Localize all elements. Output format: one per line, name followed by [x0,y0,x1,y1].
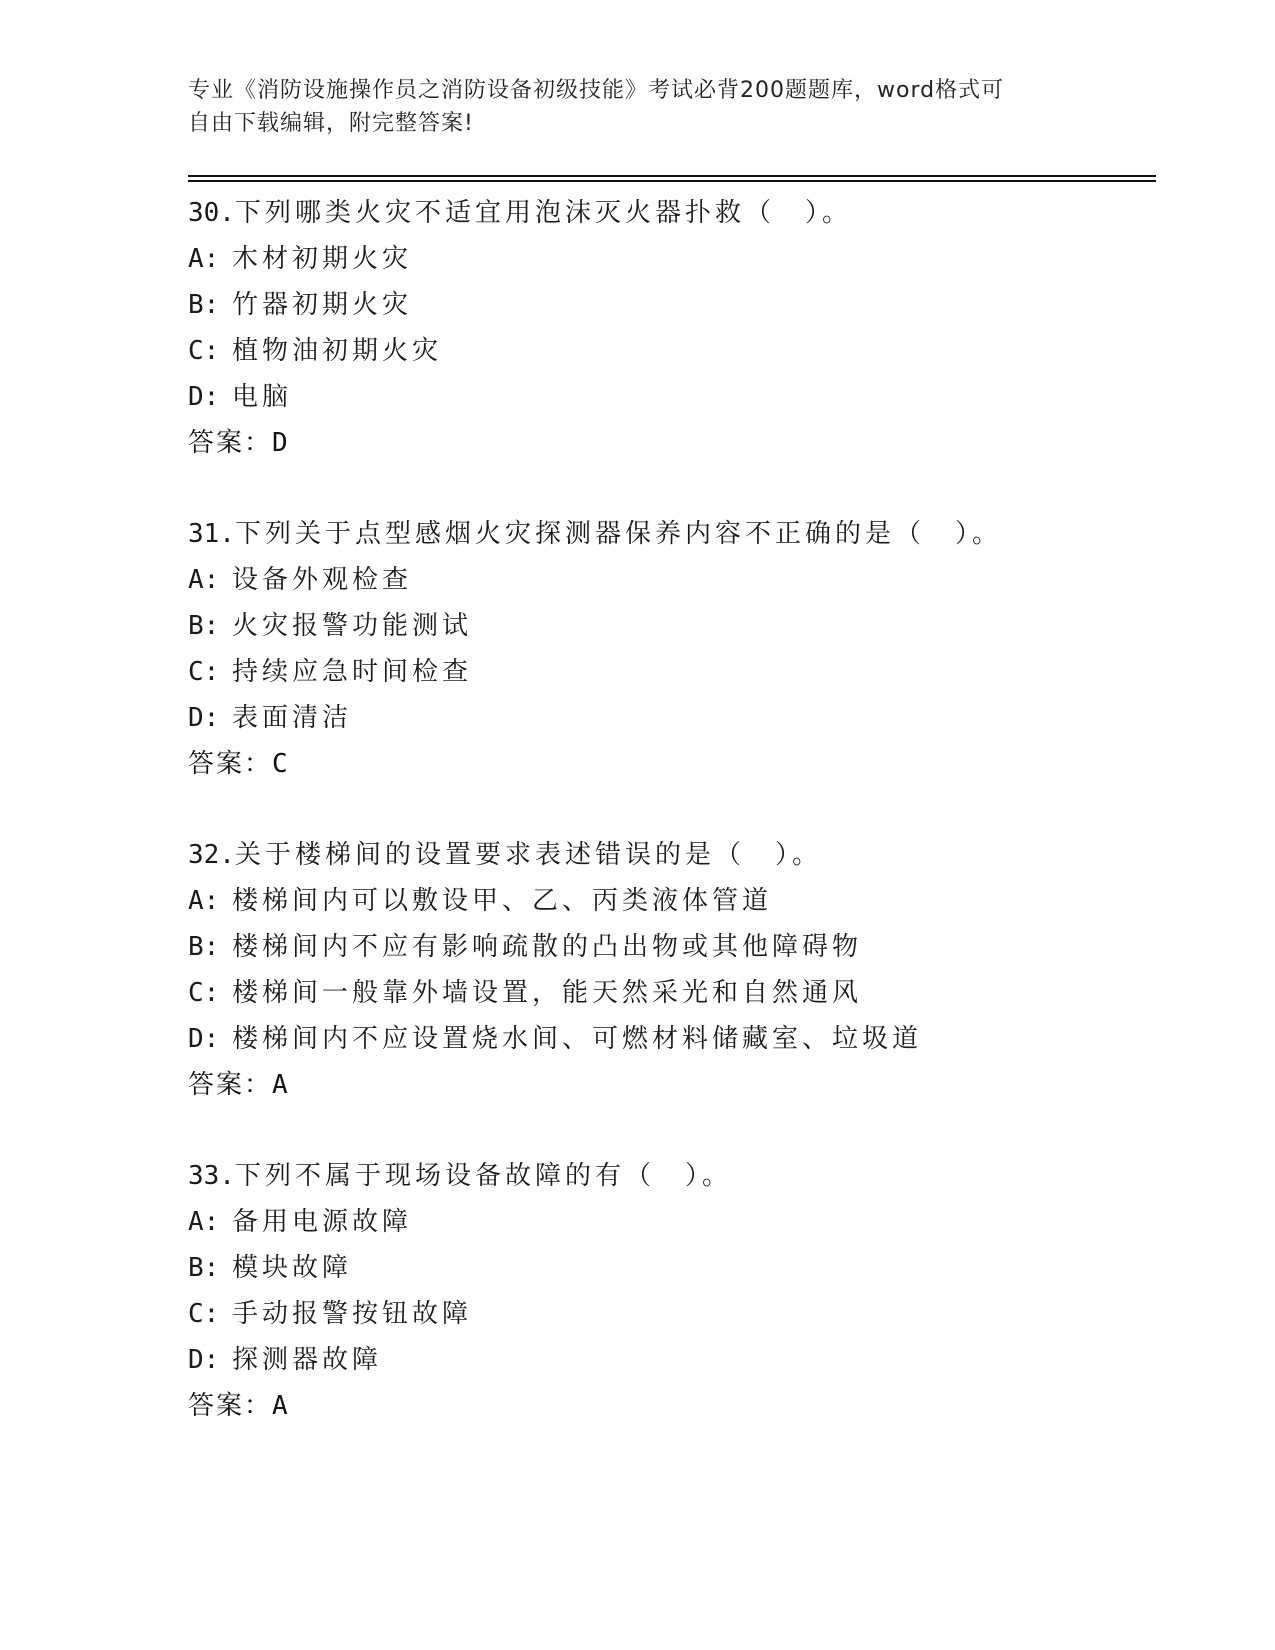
option-b [188,282,1148,328]
option-letter: B: [188,611,220,641]
option-c [188,649,1148,695]
question-text: 下列不属于现场设备故障的有（ ）。 [234,1161,732,1191]
option-letter: A: [188,886,220,916]
answer-value: A [272,1391,290,1421]
question-stem [188,511,1148,557]
option-letter: D: [188,703,220,733]
option-text: 火灾报警功能测试 [232,611,473,641]
question-30 [188,190,1148,466]
option-d [188,374,1148,420]
question-number: 31. [188,519,235,549]
header-divider-bottom [188,180,1156,182]
option-text: 表面清洁 [232,703,353,733]
answer [188,1062,1148,1108]
question-32 [188,832,1148,1108]
header-line-1: 专业《消防设施操作员之消防设备初级技能》考试必背200题题库，word格式可 [188,78,1005,103]
option-letter: A: [188,244,220,274]
question-stem [188,832,1148,878]
option-text: 持续应急时间检查 [232,657,473,687]
answer-label: 答案： [188,749,273,779]
option-text: 手动报警按钮故障 [232,1299,473,1329]
answer [188,741,1148,787]
option-d [188,1016,1148,1062]
option-a [188,236,1148,282]
header-line-2: 自由下载编辑，附完整答案! [188,111,474,136]
answer [188,1383,1148,1429]
option-letter: D: [188,1024,220,1054]
option-c [188,328,1148,374]
question-33 [188,1153,1148,1429]
option-text: 楼梯间内不应有影响疏散的凸出物或其他障碍物 [232,932,863,962]
option-letter: B: [188,290,220,320]
option-text: 探测器故障 [232,1345,383,1375]
option-letter: B: [188,1253,220,1283]
question-number: 32. [188,840,235,870]
answer [188,420,1148,466]
option-d [188,1337,1148,1383]
question-text: 关于楼梯间的设置要求表述错误的是（ ）。 [234,840,822,870]
answer-value: A [272,1070,290,1100]
question-text: 下列关于点型感烟火灾探测器保养内容不正确的是（ ）。 [234,519,1002,549]
option-a [188,557,1148,603]
question-31 [188,511,1148,787]
option-letter: C: [188,657,220,687]
option-letter: C: [188,1299,220,1329]
option-text: 楼梯间一般靠外墙设置，能天然采光和自然通风 [232,978,863,1008]
option-text: 楼梯间内不应设置烧水间、可燃材料储藏室、垃圾道 [232,1024,923,1054]
option-text: 电脑 [232,382,293,412]
option-letter: D: [188,1345,220,1375]
option-b [188,603,1148,649]
option-a [188,878,1148,924]
option-c [188,970,1148,1016]
option-c [188,1291,1148,1337]
option-text: 植物油初期火灾 [232,336,443,366]
option-d [188,695,1148,741]
question-stem [188,190,1148,236]
question-list [188,190,1148,1474]
option-letter: C: [188,978,220,1008]
answer-value: D [272,428,290,458]
answer-label: 答案： [188,1070,273,1100]
option-text: 竹器初期火灾 [232,290,413,320]
option-text: 木材初期火灾 [232,244,413,274]
option-text: 备用电源故障 [232,1207,413,1237]
option-b [188,1245,1148,1291]
question-number: 33. [188,1161,235,1191]
option-letter: D: [188,382,220,412]
question-stem [188,1153,1148,1199]
option-text: 楼梯间内可以敷设甲、乙、丙类液体管道 [232,886,773,916]
option-letter: A: [188,1207,220,1237]
answer-label: 答案： [188,1391,273,1421]
option-letter: A: [188,565,220,595]
document-header [188,74,1078,140]
option-letter: B: [188,932,220,962]
option-letter: C: [188,336,220,366]
option-text: 设备外观检查 [232,565,413,595]
header-divider-top [188,175,1156,177]
option-text: 模块故障 [232,1253,353,1283]
answer-label: 答案： [188,428,273,458]
answer-value: C [272,749,290,779]
option-b [188,924,1148,970]
option-a [188,1199,1148,1245]
question-text: 下列哪类火灾不适宜用泡沫灭火器扑救（ ）。 [234,198,852,228]
question-number: 30. [188,198,235,228]
